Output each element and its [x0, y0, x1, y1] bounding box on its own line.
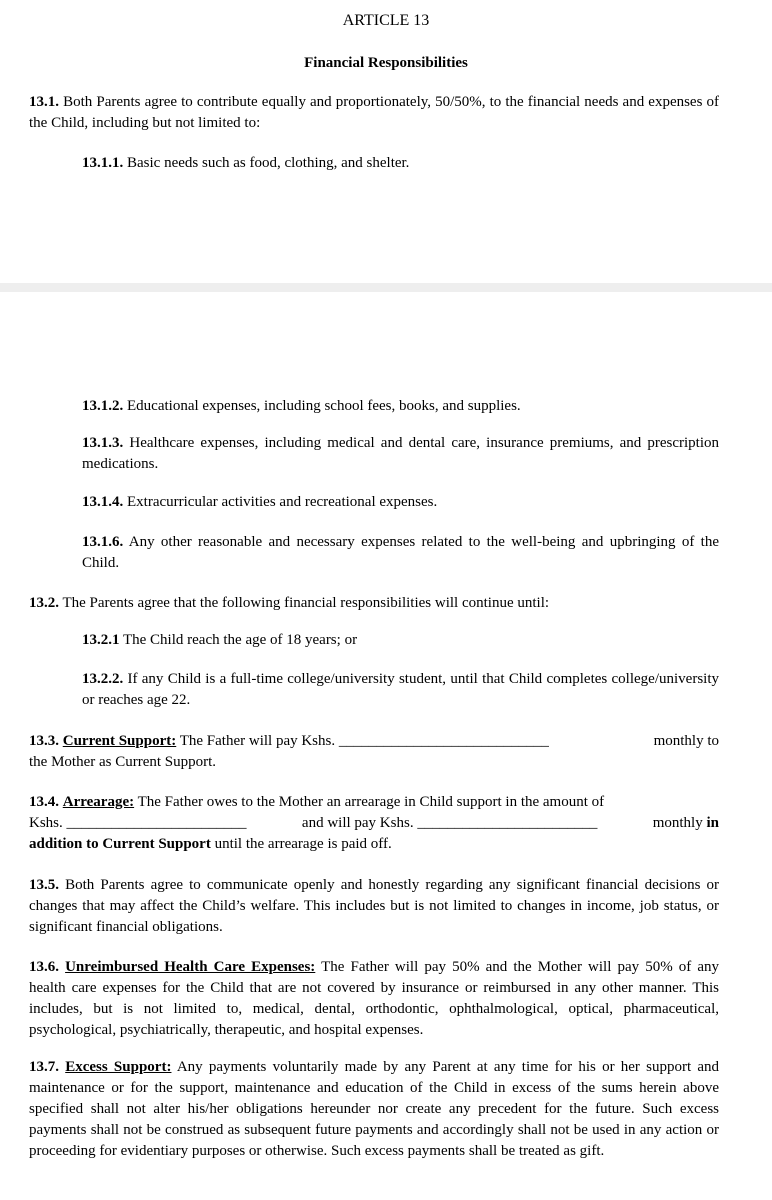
clause-text: Both Parents agree to contribute equally and proportionately, 50/50%, to the financial needs and expenses of the Child, including but not limited to:: [29, 94, 720, 131]
clause-number: 13.3.: [29, 733, 59, 749]
clause-text: The Parents agree that the following financial responsibilities will continue until:: [62, 595, 550, 611]
clause-emphasis: addition to Current Support: [29, 836, 211, 852]
clause-text: monthly: [652, 815, 703, 831]
clause-13-2: [29, 593, 719, 614]
clause-text: The Child reach the age of 18 years; or: [122, 632, 358, 648]
clause-text: until the arrearage is paid off.: [214, 836, 392, 852]
clause-number: 13.2.2.: [82, 671, 124, 687]
clause-text: Healthcare expenses, including medical and dental care, insurance premiums, and prescription medications.: [82, 435, 720, 472]
clause-number: 13.1.1.: [82, 155, 124, 171]
clause-13-4: [29, 792, 719, 855]
clause-13-1-6: [82, 532, 719, 574]
article-title: ARTICLE 13: [342, 12, 430, 29]
clause-number: 13.1.3.: [82, 435, 124, 451]
clause-line: [29, 834, 719, 855]
clause-text: Basic needs such as food, clothing, and shelter.: [127, 155, 410, 171]
clause-number: 13.5.: [29, 877, 59, 893]
clause-line: [29, 792, 719, 813]
clause-heading: Current Support:: [62, 733, 177, 749]
clause-13-1-3: [82, 433, 719, 475]
clause-13-7: [29, 1057, 719, 1162]
clause-number: 13.2.: [29, 595, 59, 611]
document-page-1: [0, 0, 772, 283]
clause-13-5: [29, 875, 719, 938]
clause-number: 13.7.: [29, 1059, 59, 1075]
clause-text: The Father owes to the Mother an arrearage in Child support in the amount of: [137, 794, 605, 810]
clause-emphasis: in: [706, 815, 719, 831]
clause-number: 13.1.6.: [82, 534, 124, 550]
clause-text: If any Child is a full-time college/university student, until that Child completes college/university or reaches age 22.: [82, 671, 719, 708]
clause-number: 13.6.: [29, 959, 59, 975]
clause-text: and will pay Kshs. ________________________: [301, 815, 598, 831]
clause-text: Extracurricular activities and recreational expenses.: [127, 494, 438, 510]
page-break: [0, 283, 772, 292]
clause-text: monthly to: [653, 733, 719, 749]
document-page-2: [0, 292, 772, 1200]
clause-text: The Father will pay 50% and the Mother will pay 50% of any health care expenses for the Child that are not covered by insurance or reimbursed in any other manner. This includes, but is not limited to, medical, dental, orthodontic, ophthalmological, optical, pharmaceutical, psychological, psychiatrically, therapeutic, and hospital expenses.: [29, 959, 720, 1038]
clause-13-2-1: [82, 630, 719, 651]
clause-13-1-4: [82, 492, 719, 513]
clause-line: the Mother as Current Support.: [29, 754, 217, 770]
article-subtitle: Financial Responsibilities: [304, 55, 468, 71]
clause-13-1: [29, 92, 719, 134]
clause-text: The Father will pay Kshs. ____________________________: [179, 733, 549, 749]
clause-13-3: [29, 731, 719, 773]
clause-number: 13.1.: [29, 94, 59, 110]
clause-heading: Excess Support:: [65, 1059, 172, 1075]
clause-13-6: [29, 957, 719, 1041]
clause-number: 13.2.1: [82, 632, 120, 648]
clause-number: 13.1.2.: [82, 398, 124, 414]
clause-number: 13.1.4.: [82, 494, 124, 510]
clause-text: Any other reasonable and necessary expenses related to the well-being and upbringing of the Child.: [82, 534, 719, 571]
clause-heading: Arrearage:: [62, 794, 135, 810]
clause-text: Both Parents agree to communicate openly and honestly regarding any significant financial decisions or changes that may affect the Child’s welfare. This includes but is not limited to changes in income, job status, or significant financial obligations.: [29, 877, 720, 935]
clause-line: [29, 813, 719, 834]
clause-number: 13.4.: [29, 794, 59, 810]
clause-text: Educational expenses, including school fees, books, and supplies.: [127, 398, 521, 414]
clause-heading: Unreimbursed Health Care Expenses:: [65, 959, 316, 975]
clause-text: Any payments voluntarily made by any Parent at any time for his or her support and maintenance or for the support, maintenance and education of the Child in excess of the sums herein above specified shall not alter his/her obligations hereunder nor create any precedent for the future. Such excess payments shall not be construed as subsequent future payments and accordingly shall not be used in any action or proceeding for evidentiary purposes or otherwise. Such excess payments shall be treated as gift.: [29, 1059, 720, 1159]
clause-text: Kshs. ________________________: [29, 815, 247, 831]
clause-line: [29, 731, 719, 752]
clause-13-1-1: [82, 153, 719, 174]
clause-13-2-2: [82, 669, 719, 711]
clause-13-1-2: [82, 396, 719, 417]
